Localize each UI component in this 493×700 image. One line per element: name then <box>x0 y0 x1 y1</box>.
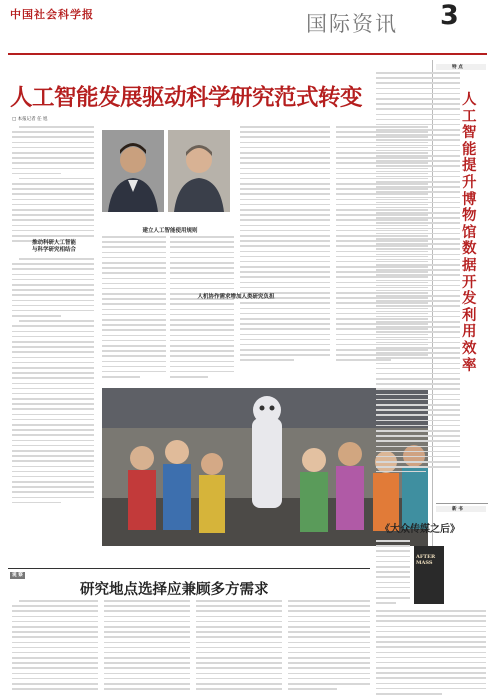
body-text-lines <box>196 600 282 690</box>
section-divider <box>436 503 488 504</box>
sidebar-tag: 新 书 <box>452 507 463 512</box>
portrait-photo <box>102 130 164 212</box>
section-divider <box>8 568 370 569</box>
book-cover-title: AFTER MASS <box>416 554 436 566</box>
body-text-lines <box>376 72 460 472</box>
sidebar-article-column <box>376 72 460 472</box>
sidebar-tag: 特 点 <box>452 65 463 70</box>
book-cover-image <box>414 546 444 604</box>
bottom-article-column <box>196 600 282 696</box>
body-text-lines <box>240 126 330 361</box>
body-text-lines <box>288 600 370 690</box>
lead-article-column <box>12 258 94 508</box>
bottom-article-column <box>12 600 98 696</box>
body-text-lines <box>12 258 94 503</box>
lead-byline: □ 本报记者 任 旭 <box>12 117 48 122</box>
newspaper-name: 中国社会科学报 <box>10 8 94 21</box>
page-number: 3 <box>440 0 459 31</box>
sidebar-article-column <box>376 540 410 610</box>
masthead <box>10 6 210 42</box>
body-text-lines <box>12 600 98 690</box>
bottom-article-column <box>288 600 370 696</box>
lead-article-column <box>102 236 166 386</box>
body-text-lines <box>102 236 166 378</box>
header-divider <box>8 53 487 55</box>
portrait-photo-illustration <box>102 130 164 212</box>
lead-headline: 人工智能发展驱动科学研究范式转变 <box>10 85 363 111</box>
body-text-lines <box>170 236 234 378</box>
section-subhead: 建立人工智能使用规则 <box>142 228 198 234</box>
bottom-article-column <box>104 600 190 696</box>
bottom-article-tag: 观 察 <box>12 573 23 578</box>
portrait-photo <box>168 130 230 212</box>
sidebar-article-column <box>376 610 486 698</box>
body-text-lines <box>104 600 190 690</box>
body-text-lines <box>376 540 410 604</box>
sidebar-vertical-headline: 人工智能提升博物馆数据开发利用效率 <box>462 92 477 374</box>
book-title: 《大众传媒之后》 <box>380 524 460 535</box>
body-text-lines <box>376 610 486 695</box>
body-text-lines <box>12 126 94 242</box>
section-subhead: 人机协作需求增加人类研究负担 <box>197 294 275 300</box>
section-subhead: 推动科研人工智能 与科学研究相结合 <box>31 240 76 253</box>
lead-article-column <box>240 126 330 384</box>
section-title: 国际资讯 <box>306 12 398 36</box>
bottom-headline: 研究地点选择应兼顾多方需求 <box>80 582 269 598</box>
lead-article-column <box>170 236 234 386</box>
portrait-photo-illustration <box>168 130 230 212</box>
